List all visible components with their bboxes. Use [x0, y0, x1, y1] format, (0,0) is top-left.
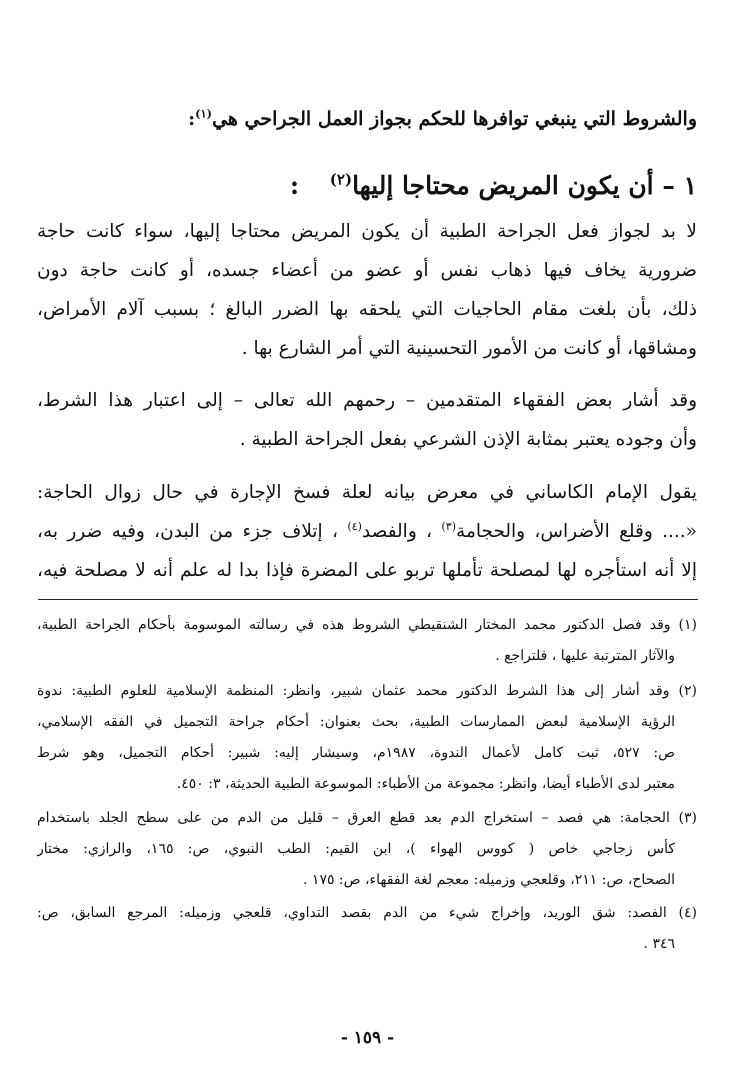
- footnote-1-line-2: والآثار المترتبة عليها ، فلتراجع .: [495, 648, 675, 664]
- footnote-3-number: (٣): [678, 810, 697, 826]
- paragraph-3-line-3: إلا أنه استأجره لها لمصلحة تأملها تربو على المضرة فإذا بدا له علم أنه لا مصلحة فيه،: [37, 560, 697, 581]
- footnote-4-line-1: (٤) الفصد: شق الوريد، وإخراج شيء من الدم بقصد التداوي، قلعجي وزميله: المرجع السابق، ص:: [37, 905, 697, 921]
- paragraph-3-line-2: [37, 517, 697, 547]
- footnote-4-number: (٤): [678, 905, 697, 921]
- quote-part-a: «.... وقلع الأضراس، والحجامة: [456, 521, 697, 542]
- footnote-separator: [38, 599, 698, 600]
- footnote-ref-3: (٣): [441, 519, 457, 533]
- footnote-1-line-1: (١) وقد فصل الدكتور محمد المختار الشنقيطي الشروط هذه في رسالته الموسومة بأحكام الجراحة الطبية،: [37, 617, 697, 633]
- heading-text: أن يكون المريض محتاجا إليها: [352, 171, 654, 200]
- footnote-2-number: (٢): [678, 683, 697, 699]
- footnote-3-line-2: كأس زجاجي خاص ( كووس الهواء )، ابن القيم: الطب النبوي، ص: ١٦٥، والرازي: مختار: [37, 841, 675, 857]
- paragraph-1-line-4: ومشاقها، أو كانت من الأمور التحسينية التي أمر الشارع بها .: [241, 338, 697, 359]
- quote-part-b: ، والفصد: [361, 521, 442, 542]
- footnote-3-line-1: (٣) الحجامة: هي فصد – استخراج الدم بعد قطع العرق – قليل من الدم من على سطح الجلد باستخدام: [37, 810, 697, 826]
- footnote-ref-4: (٤): [347, 519, 362, 533]
- footnote-4-line-2: ٣٤٦ .: [643, 936, 675, 952]
- quote-part-c: ، إتلاف جزء من البدن، وفيه ضرر به،: [37, 521, 348, 542]
- footnote-ref-2: (٢): [329, 170, 353, 189]
- footnote-ref-1: (١): [195, 106, 213, 121]
- section-heading: [57, 166, 697, 206]
- paragraph-1-line-1: لا بد لجواز فعل الجراحة الطبية أن يكون المريض محتاجا إليها، سواء كانت حاجة: [37, 221, 697, 242]
- paragraph-3-line-1: يقول الإمام الكاساني في معرض بيانه لعلة فسخ الإجارة في حال زوال الحاجة:: [37, 482, 697, 503]
- heading-number: ١ –: [662, 171, 697, 200]
- intro-line: والشروط التي ينبغي توافرها للحكم بجواز العمل الجراحي هي$^{(١)}$:: [188, 106, 697, 130]
- paragraph-2-line-2: وأن وجوده يعتبر بمثابة الإذن الشرعي بفعل الجراحة الطبية .: [239, 429, 697, 450]
- intro-text: والشروط التي ينبغي توافرها للحكم بجواز العمل الجراحي هي: [212, 108, 697, 130]
- page-number: - ١٥٩ -: [340, 1028, 395, 1048]
- paragraph-1-line-2: ضرورية يخاف فيها ذهاب نفس أو عضو من أعضاء جسده، أو كانت حاجة دون: [37, 260, 697, 281]
- footnote-2-line-1: (٢) وقد أشار إلى هذا الشرط الدكتور محمد عثمان شبير، وانظر: المنظمة الإسلامية للعلوم الطبية: ندوة: [37, 683, 697, 699]
- footnote-2-line-4: معتبر لدى الأطباء أيضا، وانظر: مجموعة من الأطباء: الموسوعة الطبية الحديثة، ٣: ٤٥٠.: [176, 776, 675, 792]
- footnote-1-number: (١): [678, 617, 697, 633]
- heading-colon: :: [289, 171, 300, 200]
- paragraph-1-line-3: ذلك، بأن بلغت مقام الحاجيات التي يلحقه بها الضرر البالغ ؛ بسبب آلام الأمراض،: [37, 299, 697, 320]
- footnote-2-line-3: ص: ٥٢٧، ثبت كامل لأعمال الندوة، ١٩٨٧م، وسيشار إليه: شبير: أحكام التجميل، وهو شرط: [37, 745, 675, 761]
- footnote-2-line-2: الرؤية الإسلامية لبعض الممارسات الطبية، بحث بعنوان: أحكام جراحة التجميل في الفقه الإسلامي،: [37, 714, 675, 730]
- paragraph-2-line-1: وقد أشار بعض الفقهاء المتقدمين – رحمهم الله تعالى – إلى اعتبار هذا الشرط،: [37, 390, 697, 411]
- footnote-3-line-3: الصحاح، ص: ٢١١، وقلعجي وزميله: معجم لغة الفقهاء، ص: ١٧٥ .: [303, 872, 675, 888]
